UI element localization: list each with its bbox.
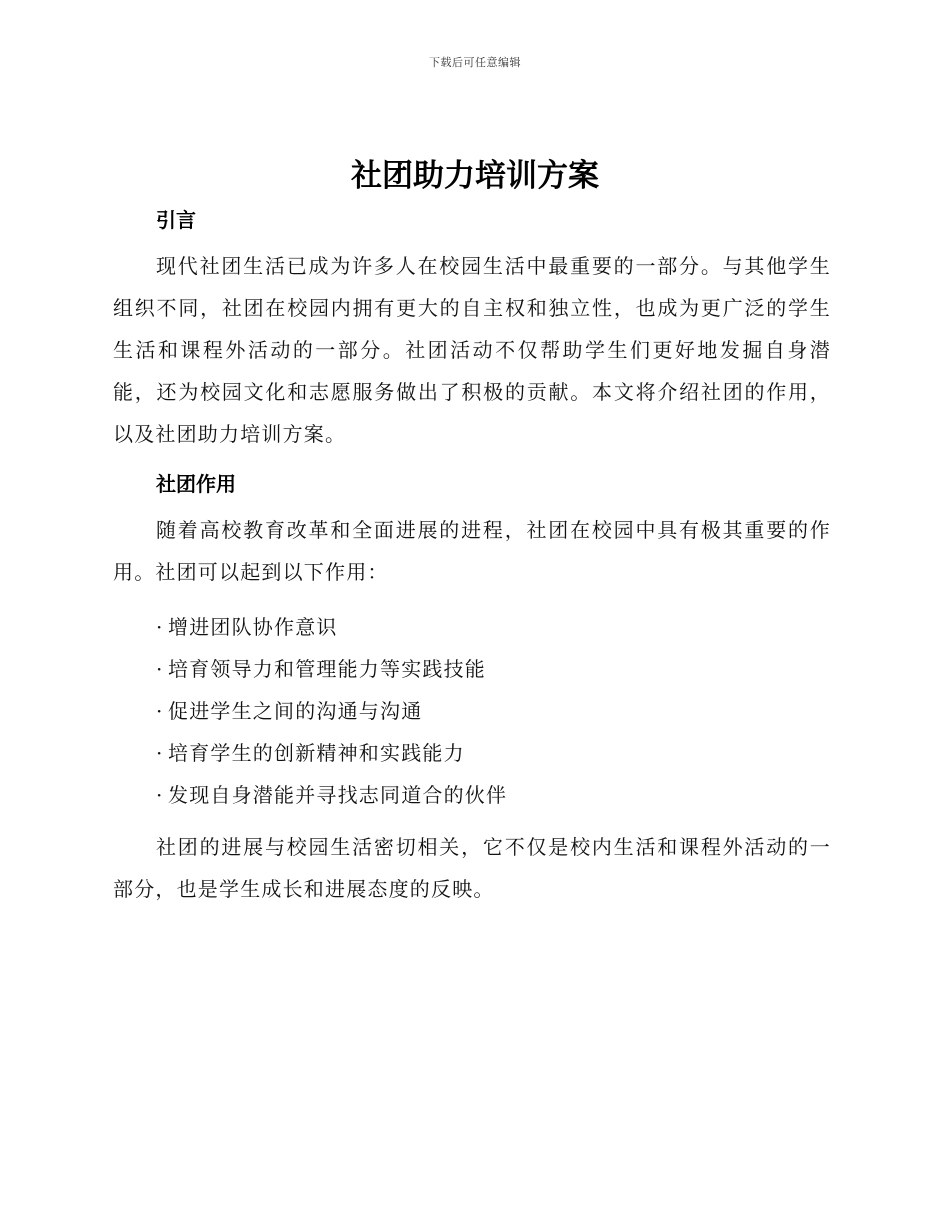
bullet-dot-icon: · <box>156 657 164 681</box>
section-heading-introduction: 引言 <box>156 208 196 232</box>
list-item-text: 培育领导力和管理能力等实践技能 <box>168 657 486 681</box>
list-item <box>113 732 831 774</box>
club-role-paragraph: 随着高校教育改革和全面进展的进程，社团在校园中具有极其重要的作用。社团可以起到以下作用： <box>113 518 831 584</box>
list-item-text: 发现自身潜能并寻找志同道合的伙伴 <box>168 783 508 807</box>
page-title: 社团助力培训方案 <box>351 158 599 194</box>
list-item <box>113 774 831 816</box>
bullet-dot-icon: · <box>156 615 164 639</box>
header-note: 下载后可任意编辑 <box>429 56 521 69</box>
section-heading-club-role: 社团作用 <box>156 472 236 496</box>
list-item <box>113 690 831 732</box>
list-item <box>113 606 831 648</box>
list-item-text: 增进团队协作意识 <box>168 615 338 639</box>
intro-paragraph: 现代社团生活已成为许多人在校园生活中最重要的一部分。与其他学生组织不同，社团在校园内拥有更大的自主权和独立性，也成为更广泛的学生生活和课程外活动的一部分。社团活动不仅帮助学生们更好地发掘自身潜能，还为校园文化和志愿服务做出了积极的贡献。本文将介绍社团的作用，以及社团助力培训方案。 <box>113 254 831 446</box>
list-item-text: 培育学生的创新精神和实践能力 <box>168 741 465 765</box>
document-body <box>113 205 831 910</box>
club-role-list <box>113 606 831 816</box>
bullet-dot-icon: · <box>156 699 164 723</box>
bullet-dot-icon: · <box>156 783 164 807</box>
closing-paragraph: 社团的进展与校园生活密切相关，它不仅是校内生活和课程外活动的一部分，也是学生成长和进展态度的反映。 <box>113 835 831 901</box>
list-item <box>113 648 831 690</box>
bullet-dot-icon: · <box>156 741 164 765</box>
list-item-text: 促进学生之间的沟通与沟通 <box>168 699 423 723</box>
